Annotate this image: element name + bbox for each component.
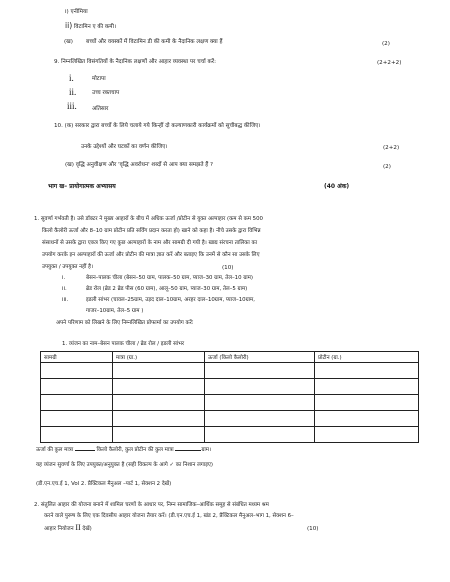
question-10-kha: (ख) वृद्धि अनुवीक्षण और 'वृद्धि अवरोधन' शब्दों से आप क्या समझते हैं ? [65,162,214,168]
table-row [41,379,419,395]
option-ii-text: विटामिन ए की कमी। [73,24,117,30]
option-ii [65,22,116,31]
snack-ii-num: ii. [62,286,67,292]
q9-iii-num: iii. [67,101,77,111]
question-10-kha-marks: (2) [383,164,391,170]
option-i: i) एनीमिया [65,9,88,15]
q1-line-3: संसाधनों से उसके द्वारा एकत्र किए गए कुछ अल्पाहारों के नाम और सामग्री दी गयी है। खाद्य संरचना तालिका का [42,240,258,246]
snack-iii-text: इडली सांभर (चावल–25ग्राम, उड़द दाल–10ग्राम, अरहर दाल–10ग्राम, प्याज–10ग्राम, [86,297,255,303]
total-energy-label: ऊर्जा की कुल मात्रा [36,447,74,453]
question-9: 9. निम्नलिखित विसंगतियों के नैदानिक लक्षणों और आहार व्यवस्था पर चर्चा करें: [54,59,216,65]
q9-ii-num: ii. [69,87,77,97]
table-row [41,395,419,411]
gram-label: ग्राम। [201,447,212,453]
q9-i-num: i. [69,73,74,83]
column-header-protein: प्रोटीन (ग्रा.) [315,352,419,363]
question-9-marks: (2+2+2) [377,60,402,66]
q8-kha-label: (ख) [64,39,73,45]
q8-kha-text: बच्चों और वयस्कों में विटामिन डी की कमी के नैदानिक लक्षण क्या हैं [86,39,223,45]
q9-iii-text: अतिसार [92,106,109,112]
proforma-instruction: अपने परिणाम को लिखने के लिए निम्नलिखित प्रोफार्मा का उपयोग करेंः [56,320,193,326]
snack-i-text: बेसन–पालक चीला (बेसन–50 ग्राम, पालक–50 ग्राम, प्याज–30 ग्राम, तेल–10 ग्राम) [86,275,253,281]
q9-i-text: मोटापा [92,76,106,82]
table-row [41,411,419,427]
protein-blank [175,445,201,451]
q2-line-3-text: आहार नियोजन [44,526,74,532]
q1-line-1: 1. सुवर्णा गर्भवती है। उसे डॉक्टर ने मुख्य आहारों के बीच में अधिक ऊर्जा /प्रोटीन से युक्त अल्पाहार (कम से कम 500 [34,216,263,222]
q2-marks: (10) [307,526,319,532]
suitability-line: यह व्यंजन सुवर्णा के लिए उपयुक्त/अनुयुक्त है (सही विकल्प के आगे ✓ का निशान लगाइए) [36,462,213,468]
table-header-row [41,352,419,363]
q1-line-2: किलो कैलोरी ऊर्जा और 8–10 ग्राम प्रोटीन प्रति सर्विंग प्रदान करता हो) खाने को कहा है। नीचे उसके द्वारा विभिन्न [42,228,261,234]
total-protein-label: किलो कैलोरी, कुल प्रोटीन की कुल मात्रा [96,447,174,453]
energy-blank [75,445,95,451]
table-row [41,427,419,443]
snack-iii-continued: गाजर–10ग्राम, तेल–5 ग्राम ) [86,308,144,314]
proforma-table [40,351,419,443]
table-row [41,363,419,379]
question-10-line-2: उनके उद्देश्यों और घटकों का वर्णन कीजिए। [81,144,168,150]
snack-iii-num: iii. [62,297,69,303]
q9-ii-text: उच्च रक्तचाप [92,90,120,96]
q2-line-3 [44,524,92,532]
column-header-ingredient: सामग्री [41,352,113,363]
option-ii-num: ii) [65,21,73,30]
q8-kha-marks: (2) [382,41,390,47]
column-header-quantity: मात्रा (ग्रा.) [113,352,205,363]
q1-marks: (10) [222,265,234,271]
question-10: 10. (क) सरकार द्वारा बच्चों के लिये चलाये गये किन्हीं दो कल्याणकारी कार्यक्रमों को सूचीबद्ध कीजिए। [54,123,261,129]
q1-line-5: उपयुक्त / उपयुक्त नहीं है। [42,264,94,270]
q2-line-2: करने वाले पुरूष के लिए एक दिवसीय आहार योजना तैयार करें। (डी.एन.एच.ई 1, खंड 2, प्रैक्टिकल मैनुअल–भाग 1, सेक्शन 6– [44,513,294,519]
q2-roman-numeral: II [75,523,81,532]
column-header-energy: ऊर्जा (किलो कैलोरी) [205,352,315,363]
section-marks: (40 अंक) [324,183,350,190]
q2-line-3-end: देखें) [82,526,92,532]
snack-i-num: i. [62,275,66,281]
snack-ii-text: ब्रेड रोल (ब्रेड 2 ब्रेड पीस (60 ग्राम), आलू–50 ग्राम, प्याज–30 ग्राम, तेल–5 ग्राम) [86,286,248,292]
q1-line-4: उपयोग करके इन अल्पाहारों की ऊर्जा और प्रोटीन की मात्रा ज्ञात करें और बताइए कि उनमें से कौन सा उसके लिए [42,252,260,258]
section-heading: भाग ख– प्रायोगात्मक अभ्यासय [48,183,116,190]
question-10-marks: (2+2) [383,145,400,151]
q1-reference: (डी.एन.एच.ई 1, Vol 2. प्रैक्टिकल मैनुअल –पार्ट 1, सेक्शन 2 देखें) [36,481,172,487]
q2-line-1: 2. संतुलित आहार की योजना बनाने में शामिल चरणों के आधार पर, निम्न सामाजिक–आर्थिक समूह से संबंधित मध्यम श्रम [34,502,269,508]
total-energy-line [36,445,211,453]
dish-name-line: 1. व्यंजन का नाम–बेसन पालक चीला / ब्रेड रोल / इडली सांभर [62,341,185,347]
